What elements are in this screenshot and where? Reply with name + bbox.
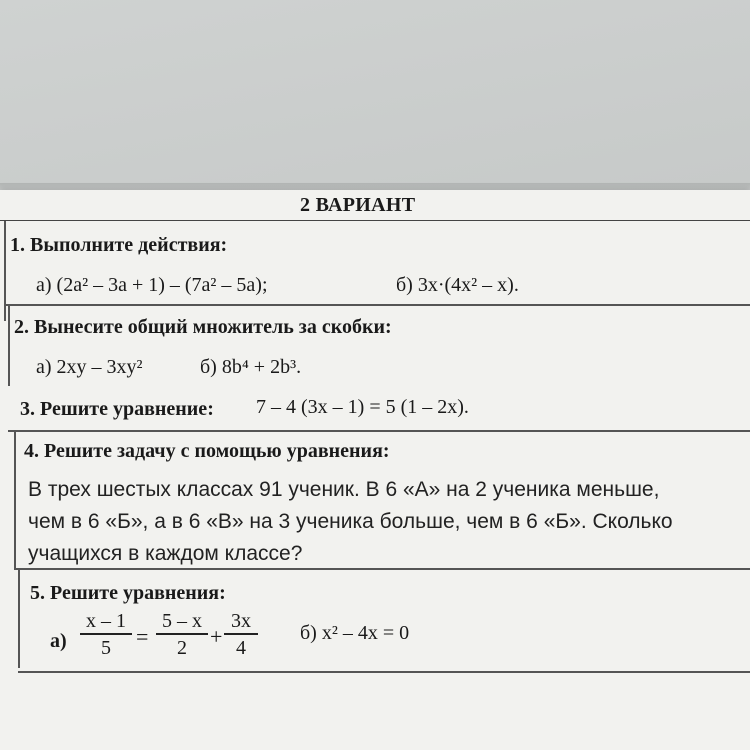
- task5-b: б) x² – 4x = 0: [300, 622, 410, 644]
- fraction-3-numerator: 3x: [231, 610, 251, 632]
- divider-1: [4, 304, 750, 306]
- task2-b: б) 8b⁴ + 2b³.: [200, 356, 302, 378]
- plus-sign: +: [210, 624, 223, 649]
- left-border-3: [14, 430, 16, 570]
- task4-heading: 4. Решите задачу с помощью уравнения:: [24, 440, 390, 462]
- fraction-2: [156, 610, 208, 659]
- task3-heading: 3. Решите уравнение:: [20, 398, 214, 420]
- fraction-3-denominator: 4: [236, 636, 246, 659]
- left-border-4: [18, 568, 20, 668]
- fraction-2-numerator: 5 – x: [162, 610, 202, 632]
- equals-sign: =: [136, 624, 149, 649]
- left-border-2: [8, 306, 10, 386]
- fraction-3-bar: [224, 633, 258, 635]
- task2-a: а) 2xy – 3xy²: [36, 356, 143, 378]
- worksheet: [0, 190, 750, 750]
- task1-heading: 1. Выполните действия:: [10, 234, 228, 256]
- task2-heading: 2. Вынесите общий множитель за скобки:: [14, 316, 392, 338]
- task3-equation: 7 – 4 (3x – 1) = 5 (1 – 2x).: [256, 396, 469, 418]
- fraction-3: [224, 610, 258, 659]
- fraction-1-bar: [80, 633, 132, 635]
- task4-line2: чем в 6 «Б», а в 6 «В» на 3 ученика больше, чем в 6 «Б». Сколько: [28, 510, 673, 533]
- task1-b: б) 3x·(4x² – x).: [396, 274, 519, 296]
- fraction-2-bar: [156, 633, 208, 635]
- task4-line1: В трех шестых классах 91 ученик. В 6 «А» на 2 ученика меньше,: [28, 478, 660, 501]
- divider-2: [8, 430, 750, 432]
- task5-heading: 5. Решите уравнения:: [30, 582, 226, 604]
- fraction-1-denominator: 5: [101, 636, 111, 659]
- divider-4: [18, 671, 750, 673]
- task1-a: а) (2a² – 3a + 1) – (7a² – 5a);: [36, 274, 268, 296]
- title-bar: [0, 190, 750, 221]
- variant-title: 2 ВАРИАНТ: [300, 194, 416, 216]
- fraction-1-numerator: x – 1: [86, 610, 126, 632]
- left-border: [4, 221, 6, 321]
- task4-line3: учащихся в каждом классе?: [28, 542, 303, 565]
- fraction-2-denominator: 2: [177, 636, 187, 659]
- fraction-1: [80, 610, 132, 659]
- task5-a-label: а): [50, 630, 67, 652]
